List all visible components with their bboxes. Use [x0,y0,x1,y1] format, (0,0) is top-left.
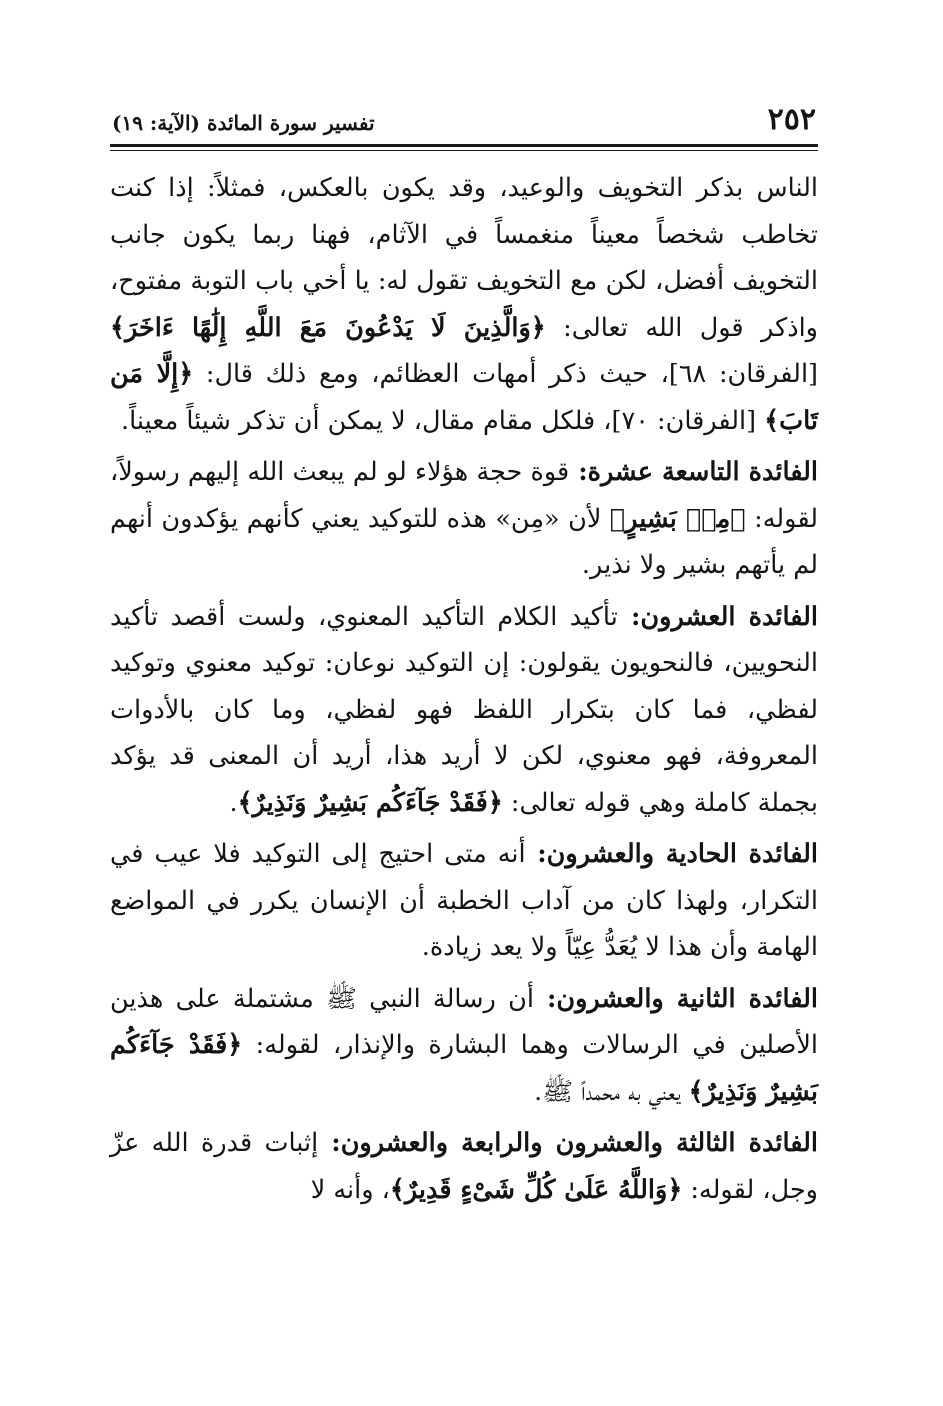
paragraph [110,831,818,971]
benefit-heading: الفائدة الثانية والعشرون: [533,983,818,1014]
paragraph-text: الناس بذكر التخويف والوعيد، وقد يكون بالعكس، فمثلاً: إذا كنت تخاطب شخصاً معيناً منغمساً في الآثام، فهنا ربما يكون جانب التخويف أفضل، لكن مع التخويف تقول له: يا أخي باب التوبة مفتوح، واذكر قول الله تعالى: [110,173,818,343]
paragraph [110,449,818,589]
paragraph-text: قوة حجة هؤلاء لو لم يبعث الله إليهم رسولاً، لقوله: [110,457,819,534]
quran-verse: ﴿فَقَدْ جَآءَكُم بَشِيرٌ وَنَذِيرٌ﴾ [110,1030,818,1107]
paragraph [110,165,818,444]
benefit-heading: الفائدة العشرون: [617,601,818,632]
running-title: تفسير سورة المائدة (الآية: ١٩) [112,111,375,135]
paragraph-text: أنه متى احتيج إلى التوكيد فلا عيب في التكرار، ولهذا كان من آداب الخطبة أن الإنسان يكرر في المواضع الهامة وأن هذا لا يُعَدُّ عِيّاً ولا يعد زيادة. [110,839,818,962]
benefit-heading: الفائدة الثالثة والعشرون والرابعة والعشرون: [318,1128,818,1158]
paragraph [110,976,818,1116]
paragraph-text: إثبات قدرة الله عزّ وجل، لقوله: [110,1128,818,1205]
quran-verse: ﴿وَاللَّهُ عَلَىٰ كُلِّ شَىْءٍ قَدِيرٌ﴾ [389,1174,683,1205]
book-page [110,96,818,1326]
body-text [110,165,818,1213]
paragraph-text: [الفرقان: ٧٠]، فلكل مقام مقال، لا يمكن أن تذكر شيئاً معيناً. [121,405,765,436]
quran-verse: ﴿فَقَدْ جَآءَكُم بَشِيرٌ وَنَذِيرٌ﴾ [237,787,503,818]
page-header [110,96,818,140]
paragraph-text: [الفرقان: ٦٨]، حيث ذكر أمهات العظائم، ومع ذلك قال: [193,359,818,389]
paragraph-text: ، وأنه لا [310,1174,390,1205]
page-number: ٢٥٢ [767,102,816,137]
header-rule [110,144,818,151]
paragraph-text: تأكيد الكلام التأكيد المعنوي، ولست أقصد تأكيد النحويين، فالنحويون يقولون: إن التوكيد نوعان: توكيد معنوي وتوكيد لفظي، فما كان بتكرار اللفظ فهو لفظي، وما كان بالأدوات المعروفة، فهو معنوي، لكن لا أريد هذا، أريد أن المعنى قد يؤكد بجملة كاملة وهي قوله تعالى: [110,601,818,818]
paragraph-text: يعني به محمداً ﷺ. [534,1076,689,1107]
paragraph-text: أن رسالة النبي ﷺ مشتملة على هذين الأصلين في الرسالات وهما البشارة والإنذار، لقوله: [110,983,818,1060]
benefit-heading: الفائدة الحادية والعشرون: [525,839,819,869]
paragraph [110,594,818,827]
paragraph-text: . [229,787,238,818]
quran-verse: ﴿وَالَّذِينَ لَا يَدْعُونَ مَعَ اللَّهِ إِلَٰهًا ءَاخَرَ﴾ [110,312,546,343]
quran-verse: ﴿مِنۢ بَشِيرٍ﴾ [609,503,746,534]
benefit-heading: الفائدة التاسعة عشرة: [569,457,818,487]
quran-verse: ﴿إِلَّا مَن تَابَ﴾ [110,359,818,436]
paragraph [110,1120,818,1213]
paragraph-text: لأن «مِن» هذه للتوكيد يعني كأنهم يؤكدون أنهم لم يأتهم بشير ولا نذير. [110,503,818,580]
